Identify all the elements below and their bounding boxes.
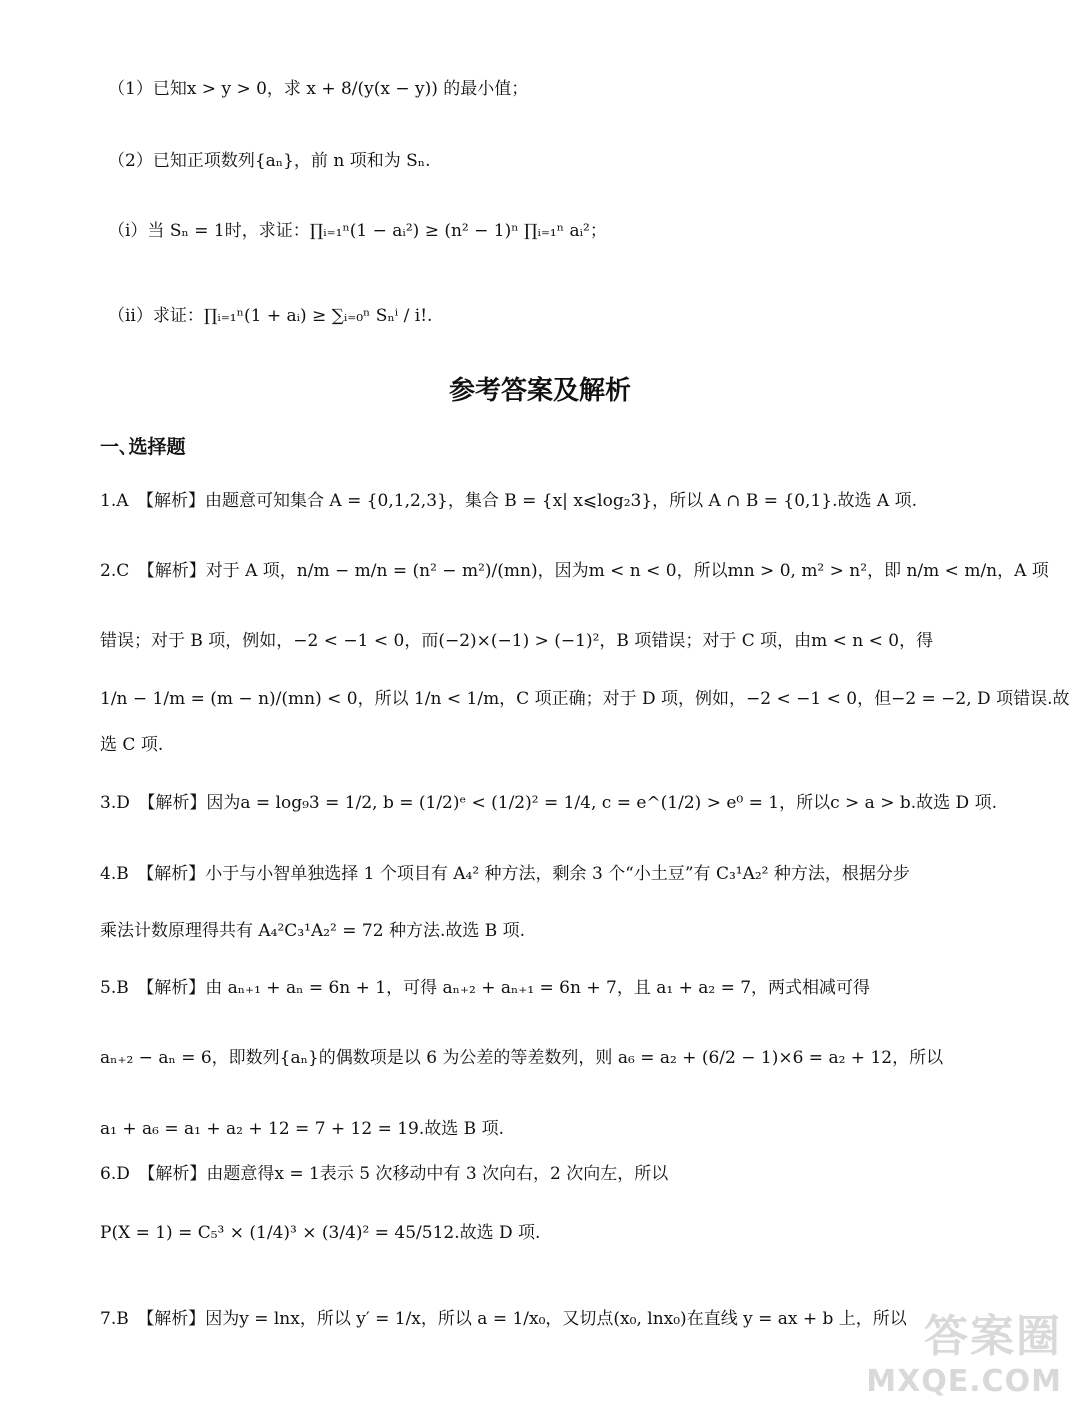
problem-part-1: （1）已知x > y > 0，求 x + 8/(y(x − y)) 的最小值； <box>108 79 529 99</box>
answer-1: 1.A 【解析】由题意可知集合 A = {0,1,2,3}，集合 B = {x| x⩽log₂3}，所以 A ∩ B = {0,1}.故选 A 项. <box>100 491 917 511</box>
answer-2-line-1: 2.C 【解析】对于 A 项，n/m − m/n = (n² − m²)/(mn)，因为m < n < 0，所以mn > 0, m² > n²，即 n/m < m/n，A 项 <box>100 561 1049 581</box>
answer-5-line-2: aₙ₊₂ − aₙ = 6，即数列{aₙ}的偶数项是以 6 为公差的等差数列，则 a₆ = a₂ + (6/2 − 1)×6 = a₂ + 12，所以 <box>100 1048 944 1068</box>
answers-title: 参考答案及解析 <box>448 376 631 406</box>
answer-5-line-1: 5.B 【解析】由 aₙ₊₁ + aₙ = 6n + 1，可得 aₙ₊₂ + aₙ₊₁ = 6n + 7，且 a₁ + a₂ = 7，两式相减可得 <box>100 978 871 998</box>
site-watermark <box>866 1300 1062 1399</box>
section-heading-choice: 一､选择题 <box>100 436 186 458</box>
answer-4-line-1: 4.B 【解析】小于与小智单独选择 1 个项目有 A₄² 种方法，剩余 3 个“小土豆”有 C₃¹A₂² 种方法，根据分步 <box>100 864 910 884</box>
answer-2-line-4: 选 C 项. <box>100 735 164 755</box>
answer-7-line-1: 7.B 【解析】因为y = lnx，所以 y′ = 1/x，所以 a = 1/x₀，又切点(x₀, lnx₀)在直线 y = ax + b 上，所以 <box>100 1309 907 1329</box>
problem-part-2-ii: （ii）求证：∏ᵢ₌₁ⁿ(1 + aᵢ) ≥ ∑ᵢ₌₀ⁿ Sₙⁱ / i!. <box>108 306 433 326</box>
answer-3: 3.D 【解析】因为a = log₉3 = 1/2, b = (1/2)ᵉ < (1/2)² = 1/4, c = e^(1/2) > e⁰ = 1，所以c > a > b.故选 D 项. <box>100 793 997 813</box>
answer-2-line-3: 1/n − 1/m = (m − n)/(mn) < 0，所以 1/n < 1/m，C 项正确；对于 D 项，例如，−2 < −1 < 0，但−2 = −2, D 项错误.故 <box>100 689 1070 709</box>
answer-6-line-1: 6.D 【解析】由题意得x = 1表示 5 次移动中有 3 次向右，2 次向左，所以 <box>100 1164 669 1184</box>
answer-2-line-2: 错误；对于 B 项，例如，−2 < −1 < 0，而(−2)×(−1) > (−1)²，B 项错误；对于 C 项，由m < n < 0，得 <box>100 631 934 651</box>
answer-4-line-2: 乘法计数原理得共有 A₄²C₃¹A₂² = 72 种方法.故选 B 项. <box>100 921 526 941</box>
problem-part-2: （2）已知正项数列{aₙ}，前 n 项和为 Sₙ. <box>108 151 431 171</box>
answer-5-line-3: a₁ + a₆ = a₁ + a₂ + 12 = 7 + 12 = 19.故选 B 项. <box>100 1119 504 1139</box>
problem-part-2-i: （i）当 Sₙ = 1时，求证：∏ᵢ₌₁ⁿ(1 − aᵢ²) ≥ (n² − 1)ⁿ ∏ᵢ₌₁ⁿ aᵢ²； <box>108 221 607 241</box>
watermark-cn: 答案圈 <box>924 1311 1062 1362</box>
watermark-url: MXQE.COM <box>866 1364 1062 1399</box>
answer-6-line-2: P(X = 1) = C₅³ × (1/4)³ × (3/4)² = 45/512.故选 D 项. <box>100 1223 541 1243</box>
